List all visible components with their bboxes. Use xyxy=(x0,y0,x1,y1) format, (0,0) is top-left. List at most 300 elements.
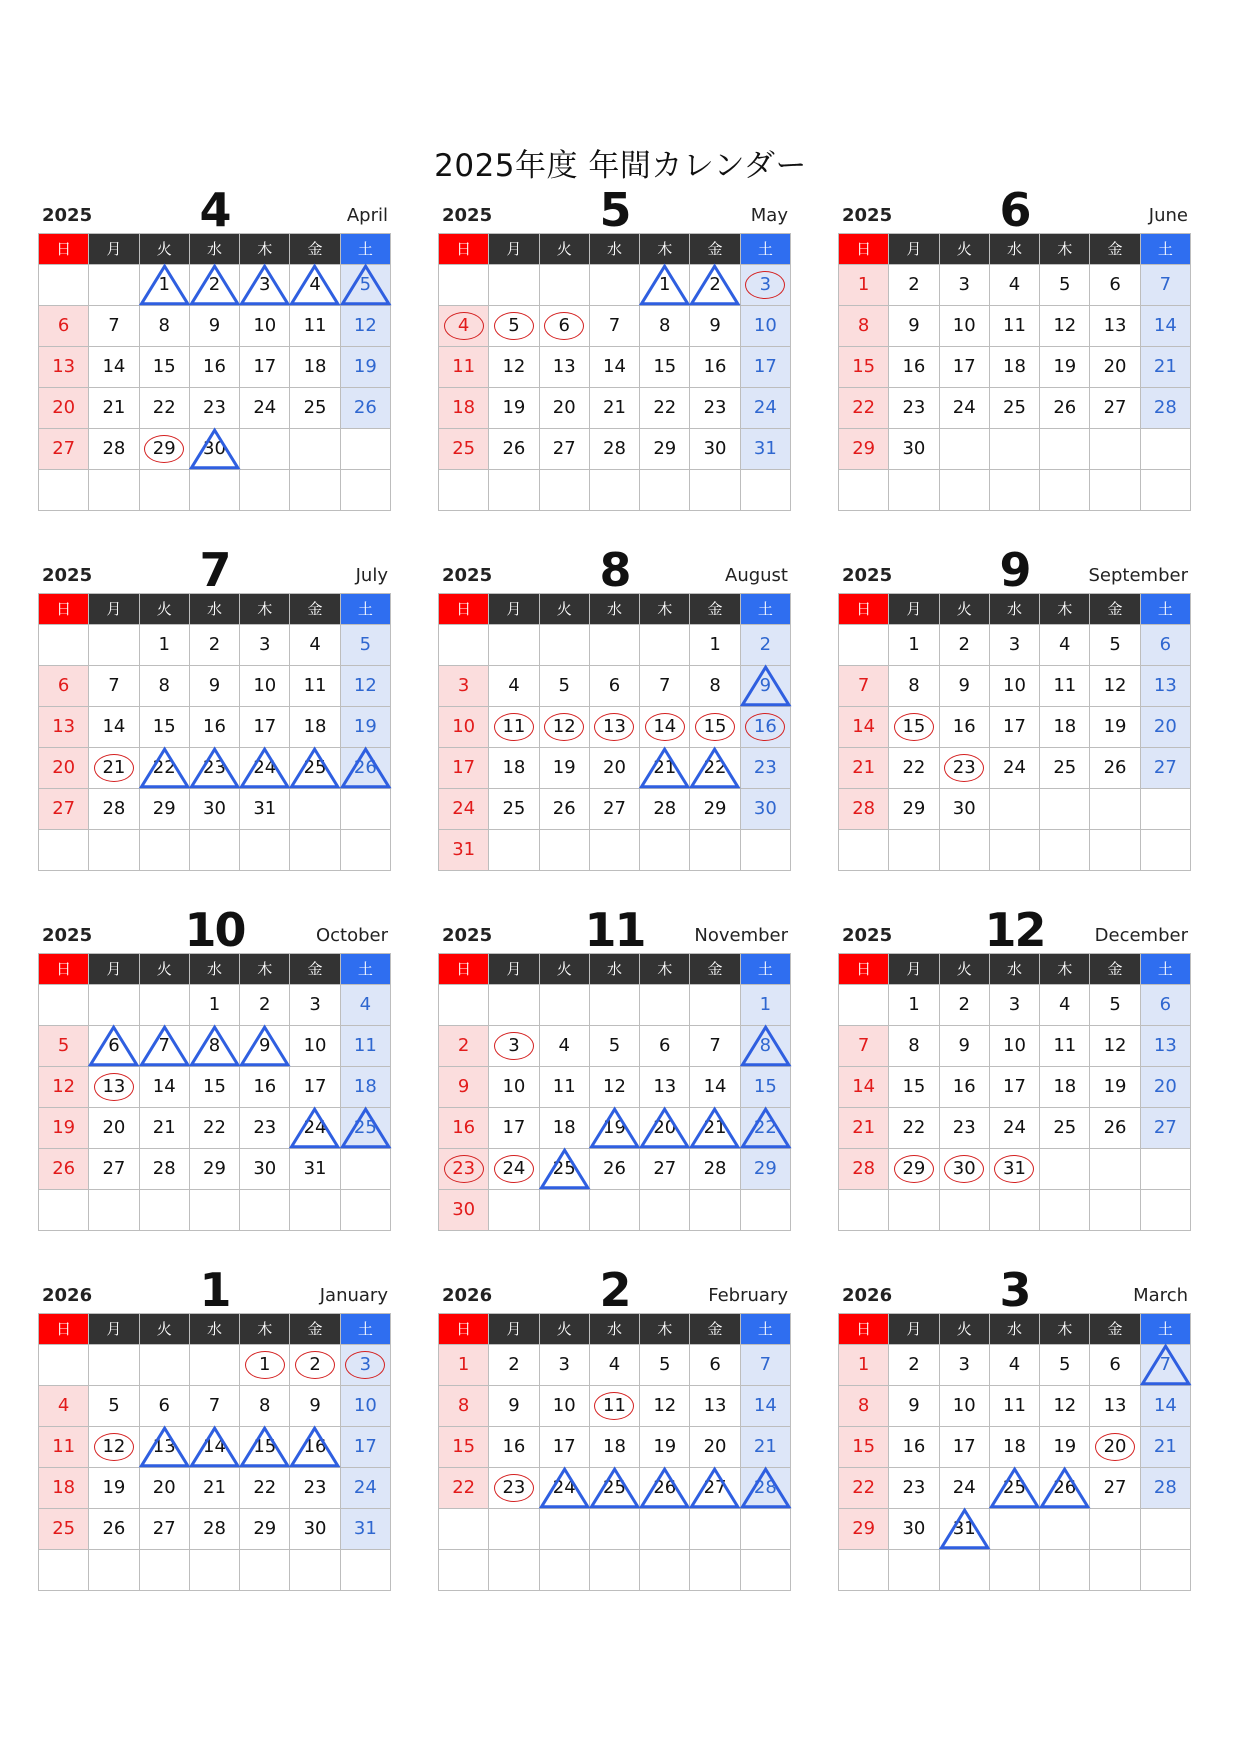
day-cell[interactable] xyxy=(439,388,489,429)
day-cell[interactable] xyxy=(540,1468,590,1509)
day-cell[interactable] xyxy=(940,1386,990,1427)
day-cell[interactable] xyxy=(290,1509,340,1550)
day-cell[interactable] xyxy=(540,1108,590,1149)
day-cell[interactable] xyxy=(290,748,340,789)
day-cell[interactable] xyxy=(240,265,290,306)
day-cell[interactable] xyxy=(741,789,791,830)
day-cell[interactable] xyxy=(540,1067,590,1108)
day-cell[interactable] xyxy=(240,1509,290,1550)
day-cell[interactable] xyxy=(889,1427,939,1468)
day-cell[interactable] xyxy=(240,388,290,429)
day-cell[interactable] xyxy=(839,1345,889,1386)
day-cell[interactable] xyxy=(290,1026,340,1067)
day-cell[interactable] xyxy=(1141,1345,1191,1386)
day-cell[interactable] xyxy=(190,666,240,707)
day-cell[interactable] xyxy=(540,1427,590,1468)
day-cell[interactable] xyxy=(489,1468,539,1509)
day-cell[interactable] xyxy=(940,1149,990,1190)
day-cell[interactable] xyxy=(1040,1468,1090,1509)
day-cell[interactable] xyxy=(140,265,190,306)
day-cell[interactable] xyxy=(1141,306,1191,347)
day-cell[interactable] xyxy=(341,985,391,1026)
day-cell[interactable] xyxy=(290,1108,340,1149)
day-cell[interactable] xyxy=(640,1149,690,1190)
day-cell[interactable] xyxy=(839,265,889,306)
day-cell[interactable] xyxy=(540,789,590,830)
day-cell[interactable] xyxy=(540,429,590,470)
day-cell[interactable] xyxy=(140,748,190,789)
day-cell[interactable] xyxy=(39,1149,89,1190)
day-cell[interactable] xyxy=(741,666,791,707)
day-cell[interactable] xyxy=(741,1067,791,1108)
day-cell[interactable] xyxy=(290,388,340,429)
day-cell[interactable] xyxy=(940,347,990,388)
day-cell[interactable] xyxy=(1090,1108,1140,1149)
day-cell[interactable] xyxy=(1141,1468,1191,1509)
day-cell[interactable] xyxy=(640,1468,690,1509)
day-cell[interactable] xyxy=(690,707,740,748)
day-cell[interactable] xyxy=(741,748,791,789)
day-cell[interactable] xyxy=(89,306,139,347)
day-cell[interactable] xyxy=(839,1468,889,1509)
day-cell[interactable] xyxy=(89,789,139,830)
day-cell[interactable] xyxy=(439,1026,489,1067)
day-cell[interactable] xyxy=(39,388,89,429)
day-cell[interactable] xyxy=(889,748,939,789)
day-cell[interactable] xyxy=(290,306,340,347)
day-cell[interactable] xyxy=(290,1386,340,1427)
day-cell[interactable] xyxy=(489,1026,539,1067)
day-cell[interactable] xyxy=(39,1427,89,1468)
day-cell[interactable] xyxy=(341,306,391,347)
day-cell[interactable] xyxy=(690,388,740,429)
day-cell[interactable] xyxy=(741,707,791,748)
day-cell[interactable] xyxy=(1141,625,1191,666)
day-cell[interactable] xyxy=(439,1345,489,1386)
day-cell[interactable] xyxy=(1090,1026,1140,1067)
day-cell[interactable] xyxy=(190,1427,240,1468)
day-cell[interactable] xyxy=(341,666,391,707)
day-cell[interactable] xyxy=(89,1067,139,1108)
day-cell[interactable] xyxy=(640,1108,690,1149)
day-cell[interactable] xyxy=(439,1190,489,1231)
day-cell[interactable] xyxy=(1040,1345,1090,1386)
day-cell[interactable] xyxy=(39,347,89,388)
day-cell[interactable] xyxy=(290,707,340,748)
day-cell[interactable] xyxy=(290,1427,340,1468)
day-cell[interactable] xyxy=(240,748,290,789)
day-cell[interactable] xyxy=(590,388,640,429)
day-cell[interactable] xyxy=(290,625,340,666)
day-cell[interactable] xyxy=(1040,666,1090,707)
day-cell[interactable] xyxy=(1040,306,1090,347)
day-cell[interactable] xyxy=(640,1026,690,1067)
day-cell[interactable] xyxy=(690,1468,740,1509)
day-cell[interactable] xyxy=(690,1108,740,1149)
day-cell[interactable] xyxy=(741,625,791,666)
day-cell[interactable] xyxy=(1040,347,1090,388)
day-cell[interactable] xyxy=(341,1345,391,1386)
day-cell[interactable] xyxy=(990,1067,1040,1108)
day-cell[interactable] xyxy=(540,1386,590,1427)
day-cell[interactable] xyxy=(89,388,139,429)
day-cell[interactable] xyxy=(89,1026,139,1067)
day-cell[interactable] xyxy=(640,1345,690,1386)
day-cell[interactable] xyxy=(690,265,740,306)
day-cell[interactable] xyxy=(190,388,240,429)
day-cell[interactable] xyxy=(1040,265,1090,306)
day-cell[interactable] xyxy=(590,707,640,748)
day-cell[interactable] xyxy=(290,347,340,388)
day-cell[interactable] xyxy=(889,1386,939,1427)
day-cell[interactable] xyxy=(140,1149,190,1190)
day-cell[interactable] xyxy=(741,1386,791,1427)
day-cell[interactable] xyxy=(540,666,590,707)
day-cell[interactable] xyxy=(1040,1427,1090,1468)
day-cell[interactable] xyxy=(39,666,89,707)
day-cell[interactable] xyxy=(39,707,89,748)
day-cell[interactable] xyxy=(341,1108,391,1149)
day-cell[interactable] xyxy=(889,1468,939,1509)
day-cell[interactable] xyxy=(640,388,690,429)
day-cell[interactable] xyxy=(140,1468,190,1509)
day-cell[interactable] xyxy=(741,1468,791,1509)
day-cell[interactable] xyxy=(190,429,240,470)
day-cell[interactable] xyxy=(741,429,791,470)
day-cell[interactable] xyxy=(1090,1468,1140,1509)
day-cell[interactable] xyxy=(889,666,939,707)
day-cell[interactable] xyxy=(89,707,139,748)
day-cell[interactable] xyxy=(640,1386,690,1427)
day-cell[interactable] xyxy=(690,1067,740,1108)
day-cell[interactable] xyxy=(839,429,889,470)
day-cell[interactable] xyxy=(489,1149,539,1190)
day-cell[interactable] xyxy=(839,748,889,789)
day-cell[interactable] xyxy=(1090,265,1140,306)
day-cell[interactable] xyxy=(439,830,489,871)
day-cell[interactable] xyxy=(489,347,539,388)
day-cell[interactable] xyxy=(240,1345,290,1386)
day-cell[interactable] xyxy=(190,707,240,748)
day-cell[interactable] xyxy=(190,1509,240,1550)
day-cell[interactable] xyxy=(889,1026,939,1067)
day-cell[interactable] xyxy=(489,1427,539,1468)
day-cell[interactable] xyxy=(489,1067,539,1108)
day-cell[interactable] xyxy=(940,789,990,830)
day-cell[interactable] xyxy=(1040,707,1090,748)
day-cell[interactable] xyxy=(439,347,489,388)
day-cell[interactable] xyxy=(590,748,640,789)
day-cell[interactable] xyxy=(990,1345,1040,1386)
day-cell[interactable] xyxy=(889,1149,939,1190)
day-cell[interactable] xyxy=(1090,625,1140,666)
day-cell[interactable] xyxy=(690,1149,740,1190)
day-cell[interactable] xyxy=(341,1468,391,1509)
day-cell[interactable] xyxy=(39,1026,89,1067)
day-cell[interactable] xyxy=(889,707,939,748)
day-cell[interactable] xyxy=(39,1468,89,1509)
day-cell[interactable] xyxy=(839,1026,889,1067)
day-cell[interactable] xyxy=(240,347,290,388)
day-cell[interactable] xyxy=(741,1427,791,1468)
day-cell[interactable] xyxy=(540,347,590,388)
day-cell[interactable] xyxy=(640,347,690,388)
day-cell[interactable] xyxy=(690,347,740,388)
day-cell[interactable] xyxy=(140,707,190,748)
day-cell[interactable] xyxy=(990,985,1040,1026)
day-cell[interactable] xyxy=(1040,985,1090,1026)
day-cell[interactable] xyxy=(990,388,1040,429)
day-cell[interactable] xyxy=(889,789,939,830)
day-cell[interactable] xyxy=(640,666,690,707)
day-cell[interactable] xyxy=(990,347,1040,388)
day-cell[interactable] xyxy=(290,985,340,1026)
day-cell[interactable] xyxy=(690,625,740,666)
day-cell[interactable] xyxy=(741,1149,791,1190)
day-cell[interactable] xyxy=(590,1386,640,1427)
day-cell[interactable] xyxy=(990,748,1040,789)
day-cell[interactable] xyxy=(990,625,1040,666)
day-cell[interactable] xyxy=(1141,985,1191,1026)
day-cell[interactable] xyxy=(140,1026,190,1067)
day-cell[interactable] xyxy=(39,306,89,347)
day-cell[interactable] xyxy=(1090,347,1140,388)
day-cell[interactable] xyxy=(690,748,740,789)
day-cell[interactable] xyxy=(640,429,690,470)
day-cell[interactable] xyxy=(940,265,990,306)
day-cell[interactable] xyxy=(39,1067,89,1108)
day-cell[interactable] xyxy=(889,347,939,388)
day-cell[interactable] xyxy=(741,1026,791,1067)
day-cell[interactable] xyxy=(839,1067,889,1108)
day-cell[interactable] xyxy=(39,429,89,470)
day-cell[interactable] xyxy=(39,1509,89,1550)
day-cell[interactable] xyxy=(341,388,391,429)
day-cell[interactable] xyxy=(489,388,539,429)
day-cell[interactable] xyxy=(690,789,740,830)
day-cell[interactable] xyxy=(489,707,539,748)
day-cell[interactable] xyxy=(990,707,1040,748)
day-cell[interactable] xyxy=(839,666,889,707)
day-cell[interactable] xyxy=(990,265,1040,306)
day-cell[interactable] xyxy=(839,707,889,748)
day-cell[interactable] xyxy=(590,1427,640,1468)
day-cell[interactable] xyxy=(690,666,740,707)
day-cell[interactable] xyxy=(640,1427,690,1468)
day-cell[interactable] xyxy=(140,1386,190,1427)
day-cell[interactable] xyxy=(89,1509,139,1550)
day-cell[interactable] xyxy=(540,1026,590,1067)
day-cell[interactable] xyxy=(439,1108,489,1149)
day-cell[interactable] xyxy=(839,1149,889,1190)
day-cell[interactable] xyxy=(640,789,690,830)
day-cell[interactable] xyxy=(1040,748,1090,789)
day-cell[interactable] xyxy=(341,1067,391,1108)
day-cell[interactable] xyxy=(990,1427,1040,1468)
day-cell[interactable] xyxy=(190,1067,240,1108)
day-cell[interactable] xyxy=(990,306,1040,347)
day-cell[interactable] xyxy=(690,1345,740,1386)
day-cell[interactable] xyxy=(341,1026,391,1067)
day-cell[interactable] xyxy=(140,1108,190,1149)
day-cell[interactable] xyxy=(89,347,139,388)
day-cell[interactable] xyxy=(940,707,990,748)
day-cell[interactable] xyxy=(240,789,290,830)
day-cell[interactable] xyxy=(190,1468,240,1509)
day-cell[interactable] xyxy=(690,1026,740,1067)
day-cell[interactable] xyxy=(690,306,740,347)
day-cell[interactable] xyxy=(889,265,939,306)
day-cell[interactable] xyxy=(1090,1427,1140,1468)
day-cell[interactable] xyxy=(889,1509,939,1550)
day-cell[interactable] xyxy=(1141,748,1191,789)
day-cell[interactable] xyxy=(140,388,190,429)
day-cell[interactable] xyxy=(839,1509,889,1550)
day-cell[interactable] xyxy=(341,347,391,388)
day-cell[interactable] xyxy=(839,306,889,347)
day-cell[interactable] xyxy=(590,1468,640,1509)
day-cell[interactable] xyxy=(1040,1386,1090,1427)
day-cell[interactable] xyxy=(590,429,640,470)
day-cell[interactable] xyxy=(439,666,489,707)
day-cell[interactable] xyxy=(290,1345,340,1386)
day-cell[interactable] xyxy=(1090,985,1140,1026)
day-cell[interactable] xyxy=(540,388,590,429)
day-cell[interactable] xyxy=(940,388,990,429)
day-cell[interactable] xyxy=(140,306,190,347)
day-cell[interactable] xyxy=(489,1345,539,1386)
day-cell[interactable] xyxy=(741,265,791,306)
day-cell[interactable] xyxy=(839,1427,889,1468)
day-cell[interactable] xyxy=(89,429,139,470)
day-cell[interactable] xyxy=(140,1427,190,1468)
day-cell[interactable] xyxy=(590,306,640,347)
day-cell[interactable] xyxy=(889,625,939,666)
day-cell[interactable] xyxy=(489,789,539,830)
day-cell[interactable] xyxy=(540,748,590,789)
day-cell[interactable] xyxy=(590,1149,640,1190)
day-cell[interactable] xyxy=(1090,388,1140,429)
day-cell[interactable] xyxy=(839,789,889,830)
day-cell[interactable] xyxy=(439,429,489,470)
day-cell[interactable] xyxy=(990,1468,1040,1509)
day-cell[interactable] xyxy=(190,306,240,347)
day-cell[interactable] xyxy=(889,306,939,347)
day-cell[interactable] xyxy=(140,666,190,707)
day-cell[interactable] xyxy=(89,1386,139,1427)
day-cell[interactable] xyxy=(489,306,539,347)
day-cell[interactable] xyxy=(341,1509,391,1550)
day-cell[interactable] xyxy=(240,625,290,666)
day-cell[interactable] xyxy=(1141,1386,1191,1427)
day-cell[interactable] xyxy=(839,347,889,388)
day-cell[interactable] xyxy=(439,789,489,830)
day-cell[interactable] xyxy=(1141,1427,1191,1468)
day-cell[interactable] xyxy=(190,1108,240,1149)
day-cell[interactable] xyxy=(1141,347,1191,388)
day-cell[interactable] xyxy=(89,1427,139,1468)
day-cell[interactable] xyxy=(240,1468,290,1509)
day-cell[interactable] xyxy=(341,707,391,748)
day-cell[interactable] xyxy=(940,1509,990,1550)
day-cell[interactable] xyxy=(140,429,190,470)
day-cell[interactable] xyxy=(240,1067,290,1108)
day-cell[interactable] xyxy=(240,1108,290,1149)
day-cell[interactable] xyxy=(590,1108,640,1149)
day-cell[interactable] xyxy=(940,306,990,347)
day-cell[interactable] xyxy=(839,388,889,429)
day-cell[interactable] xyxy=(439,306,489,347)
day-cell[interactable] xyxy=(741,1108,791,1149)
day-cell[interactable] xyxy=(1090,748,1140,789)
day-cell[interactable] xyxy=(439,1427,489,1468)
day-cell[interactable] xyxy=(540,707,590,748)
day-cell[interactable] xyxy=(489,429,539,470)
day-cell[interactable] xyxy=(640,707,690,748)
day-cell[interactable] xyxy=(240,707,290,748)
day-cell[interactable] xyxy=(89,1149,139,1190)
day-cell[interactable] xyxy=(190,625,240,666)
day-cell[interactable] xyxy=(439,1149,489,1190)
day-cell[interactable] xyxy=(89,1468,139,1509)
day-cell[interactable] xyxy=(690,1427,740,1468)
day-cell[interactable] xyxy=(190,789,240,830)
day-cell[interactable] xyxy=(190,1026,240,1067)
day-cell[interactable] xyxy=(341,748,391,789)
day-cell[interactable] xyxy=(940,666,990,707)
day-cell[interactable] xyxy=(1090,1345,1140,1386)
day-cell[interactable] xyxy=(439,1067,489,1108)
day-cell[interactable] xyxy=(190,748,240,789)
day-cell[interactable] xyxy=(439,707,489,748)
day-cell[interactable] xyxy=(990,1108,1040,1149)
day-cell[interactable] xyxy=(1141,265,1191,306)
day-cell[interactable] xyxy=(990,1149,1040,1190)
day-cell[interactable] xyxy=(640,265,690,306)
day-cell[interactable] xyxy=(341,1386,391,1427)
day-cell[interactable] xyxy=(1040,1067,1090,1108)
day-cell[interactable] xyxy=(940,1026,990,1067)
day-cell[interactable] xyxy=(89,1108,139,1149)
day-cell[interactable] xyxy=(240,306,290,347)
day-cell[interactable] xyxy=(290,265,340,306)
day-cell[interactable] xyxy=(290,1468,340,1509)
day-cell[interactable] xyxy=(140,347,190,388)
day-cell[interactable] xyxy=(140,789,190,830)
day-cell[interactable] xyxy=(889,429,939,470)
day-cell[interactable] xyxy=(889,1067,939,1108)
day-cell[interactable] xyxy=(1090,306,1140,347)
day-cell[interactable] xyxy=(741,388,791,429)
day-cell[interactable] xyxy=(1090,1386,1140,1427)
day-cell[interactable] xyxy=(690,1386,740,1427)
day-cell[interactable] xyxy=(590,1026,640,1067)
day-cell[interactable] xyxy=(190,1386,240,1427)
day-cell[interactable] xyxy=(240,1427,290,1468)
day-cell[interactable] xyxy=(290,666,340,707)
day-cell[interactable] xyxy=(1040,388,1090,429)
day-cell[interactable] xyxy=(690,429,740,470)
day-cell[interactable] xyxy=(1090,666,1140,707)
day-cell[interactable] xyxy=(940,1067,990,1108)
day-cell[interactable] xyxy=(190,347,240,388)
day-cell[interactable] xyxy=(140,625,190,666)
day-cell[interactable] xyxy=(540,1345,590,1386)
day-cell[interactable] xyxy=(240,1026,290,1067)
day-cell[interactable] xyxy=(240,1386,290,1427)
day-cell[interactable] xyxy=(1141,666,1191,707)
day-cell[interactable] xyxy=(889,1345,939,1386)
